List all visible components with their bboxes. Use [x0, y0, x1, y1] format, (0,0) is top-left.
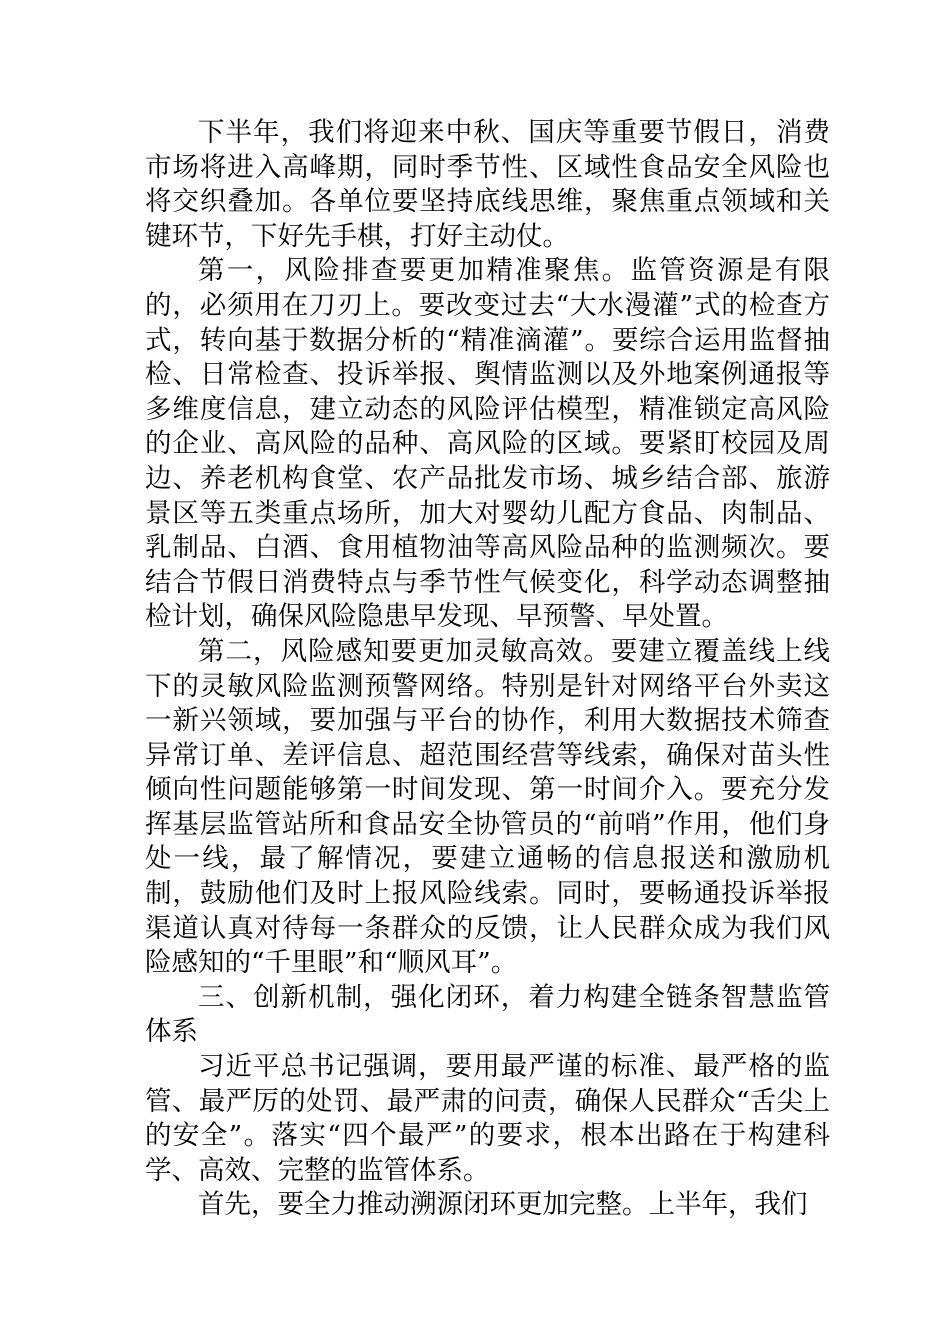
section-heading: 三、创新机制，强化闭环，着力构建全链条智慧监管体系 [145, 981, 830, 1048]
paragraph-traceability: 首先，要全力推动溯源闭环更加完整。上半年，我们 [198, 1189, 808, 1221]
paragraph-holiday-risk: 下半年，我们将迎来中秋、国庆等重要节假日，消费市场将进入高峰期，同时季节性、区域性食品安全风险也将交织叠加。各单位要坚持底线思维，聚焦重点领域和关键环节，下好先手棋，打好主动仗。 [145, 117, 830, 252]
document-page [145, 116, 830, 1223]
paragraph-risk-perception: 第二，风险感知要更加灵敏高效。要建立覆盖线上线下的灵敏风险监测预警网络。特别是针对网络平台外卖这一新兴领域，要加强与平台的协作，利用大数据技术筛查异常订单、差评信息、超范围经营等线索，确保对苗头性倾向性问题能够第一时间发现、第一时间介入。要充分发挥基层监管站所和食品安全协管员的“前哨”作用，他们身处一线，最了解情况，要建立通畅的信息报送和激励机制，鼓励他们及时上报风险线索。同时，要畅通投诉举报渠道认真对待每一条群众的反馈，让人民群众成为我们风险感知的“千里眼”和“顺风耳”。 [145, 635, 830, 979]
paragraph-four-strictest: 习近平总书记强调，要用最严谨的标准、最严格的监管、最严厉的处罚、最严肃的问责，确保人民群众“舌尖上的安全”。落实“四个最严”的要求，根本出路在于构建科学、高效、完整的监管体系。 [145, 1051, 830, 1186]
paragraph-risk-screening: 第一，风险排查要更加精准聚焦。监管资源是有限的，必须用在刀刃上。要改变过去“大水漫灌”式的检查方式，转向基于数据分析的“精准滴灌”。要综合运用监督抽检、日常检查、投诉举报、舆情监测以及外地案例通报等多维度信息，建立动态的风险评估模型，精准锁定高风险的企业、高风险的品种、高风险的区域。要紧盯校园及周边、养老机构食堂、农产品批发市场、城乡结合部、旅游景区等五类重点场所，加大对婴幼儿配方食品、肉制品、乳制品、白酒、食用植物油等高风险品种的监测频次。要结合节假日消费特点与季节性气候变化，科学动态调整抽检计划，确保风险隐患早发现、早预警、早处置。 [145, 255, 830, 633]
